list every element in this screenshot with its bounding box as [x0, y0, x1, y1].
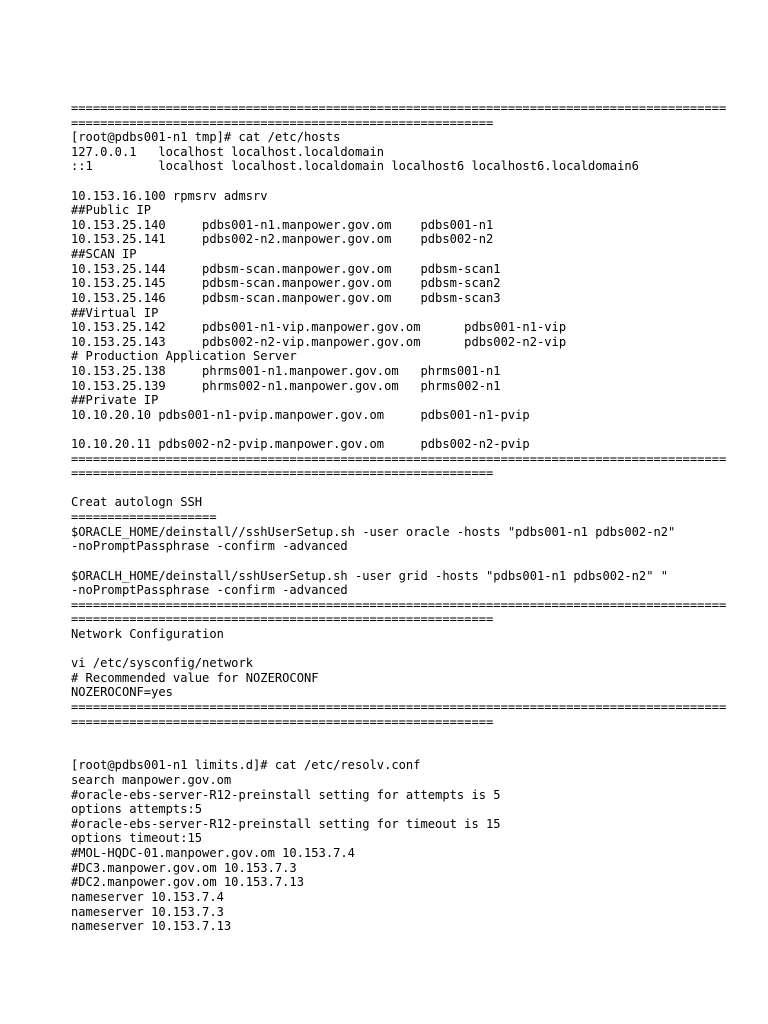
text-line: $ORACLE_HOME/deinstall//sshUserSetup.sh -user oracle -hosts "pdbs001-n1 pdbs002-n2": [71, 524, 676, 539]
text-line: 10.153.25.143 pdbs002-n2-vip.manpower.gov.om pdbs002-n2-vip: [71, 334, 567, 349]
text-line: [71, 481, 761, 496]
text-line: vi /etc/sysconfig/network: [71, 656, 254, 671]
text-line: [root@pdbs001-n1 limits.d]# cat /etc/resolv.conf: [71, 758, 421, 773]
text-line: 10.153.25.146 pdbsm-scan.manpower.gov.om pdbsm-scan3: [71, 290, 501, 305]
text-line: ==========================================================================================: [71, 101, 727, 115]
text-line: [71, 729, 761, 744]
text-line: [71, 422, 761, 437]
text-line: [71, 642, 761, 657]
text-line: ==========================================================: [71, 466, 494, 481]
text-line: ::1 localhost localhost.localdomain localhost6 localhost6.localdomain6: [71, 159, 639, 174]
text-line: [71, 174, 761, 189]
text-line: options attempts:5: [71, 802, 203, 817]
text-line: #MOL-HQDC-01.manpower.gov.om 10.153.7.4: [71, 846, 355, 861]
text-line: $ORACLH_HOME/deinstall/sshUserSetup.sh -user grid -hosts "pdbs001-n1 pdbs002-n2" ": [71, 568, 669, 583]
text-line: nameserver 10.153.7.4: [71, 889, 224, 904]
text-line: ##SCAN IP: [71, 247, 137, 262]
text-line: 10.153.25.138 phrms001-n1.manpower.gov.om phrms001-n1: [71, 363, 501, 378]
text-line: 10.10.20.11 pdbs002-n2-pvip.manpower.gov.om pdbs002-n2-pvip: [71, 437, 530, 452]
text-line: search manpower.gov.om: [71, 773, 232, 788]
text-line: ==========================================================: [71, 612, 494, 627]
text-line: 10.153.25.145 pdbsm-scan.manpower.gov.om pdbsm-scan2: [71, 276, 501, 291]
text-line: 10.153.25.140 pdbs001-n1.manpower.gov.om pdbs001-n1: [71, 217, 494, 232]
text-line: 10.153.25.139 phrms002-n1.manpower.gov.om phrms002-n1: [71, 378, 501, 393]
text-line: ==========================================================================================: [71, 699, 727, 714]
text-line: ==========================================================================================: [71, 597, 727, 612]
text-line: options timeout:15: [71, 831, 203, 846]
text-line: [71, 744, 761, 759]
text-line: -noPromptPassphrase -confirm -advanced: [71, 539, 348, 554]
text-line: ##Private IP: [71, 393, 159, 408]
text-line: 127.0.0.1 localhost localhost.localdomain: [71, 144, 385, 159]
text-line: ==========================================================: [71, 714, 494, 729]
text-line: ==========================================================================================: [71, 451, 727, 466]
text-line: 10.153.25.144 pdbsm-scan.manpower.gov.om pdbsm-scan1: [71, 261, 501, 276]
text-line: Network Configuration: [71, 626, 224, 641]
text-line: ##Virtual IP: [71, 305, 159, 320]
text-line: NOZEROCONF=yes: [71, 685, 173, 700]
text-line: 10.10.20.10 pdbs001-n1-pvip.manpower.gov.om pdbs001-n1-pvip: [71, 407, 530, 422]
text-line: #DC3.manpower.gov.om 10.153.7.3: [71, 860, 297, 875]
document-body: [71, 101, 761, 934]
text-line: #DC2.manpower.gov.om 10.153.7.13: [71, 875, 304, 890]
text-line: Creat autologn SSH: [71, 495, 203, 510]
text-line: [root@pdbs001-n1 tmp]# cat /etc/hosts: [71, 130, 341, 145]
text-line: nameserver 10.153.7.3: [71, 904, 224, 919]
text-line: # Recommended value for NOZEROCONF: [71, 670, 319, 685]
text-line: nameserver 10.153.7.13: [71, 919, 232, 934]
text-line: [71, 554, 761, 569]
text-line: 10.153.25.141 pdbs002-n2.manpower.gov.om pdbs002-n2: [71, 232, 494, 247]
text-line: 10.153.25.142 pdbs001-n1-vip.manpower.gov.om pdbs001-n1-vip: [71, 320, 567, 335]
text-line: ##Public IP: [71, 203, 152, 218]
text-line: #oracle-ebs-server-R12-preinstall setting for attempts is 5: [71, 787, 501, 802]
text-line: #oracle-ebs-server-R12-preinstall setting for timeout is 15: [71, 816, 501, 831]
text-line: ====================: [71, 510, 217, 525]
text-line: 10.153.16.100 rpmsrv admsrv: [71, 188, 268, 203]
text-line: -noPromptPassphrase -confirm -advanced: [71, 583, 348, 598]
text-line: ==========================================================: [71, 115, 494, 130]
text-line: # Production Application Server: [71, 349, 297, 364]
